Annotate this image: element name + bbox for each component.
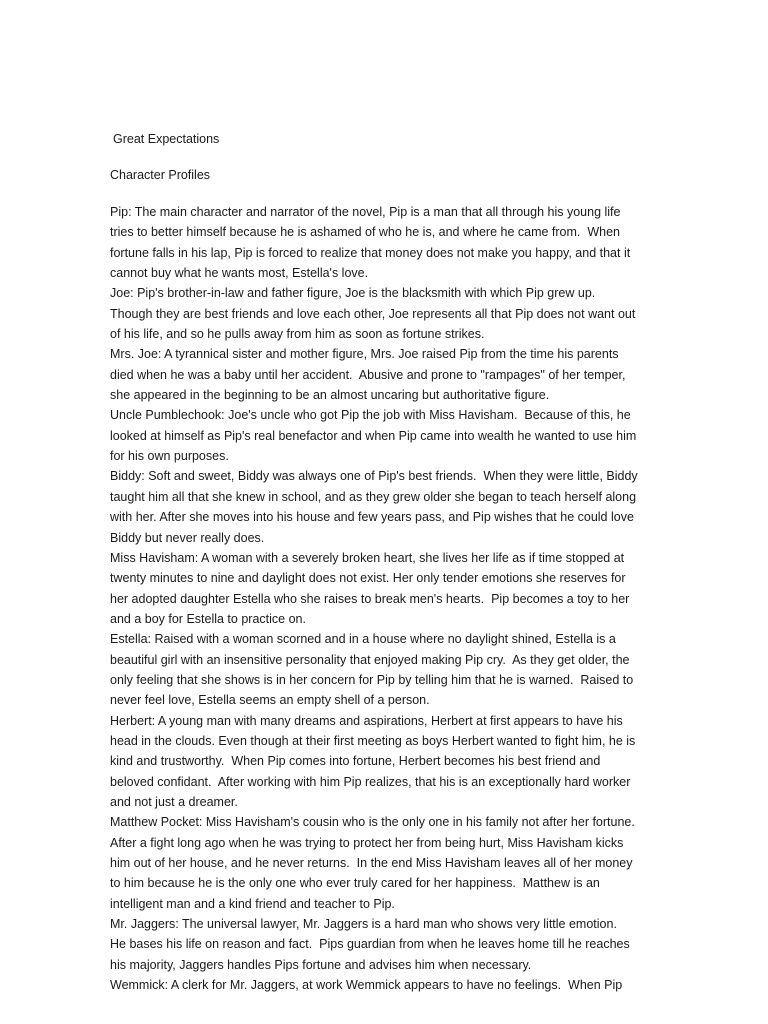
- body-text-line: Matthew Pocket: Miss Havisham's cousin who is the only one in his family not after her fortune.: [110, 815, 635, 830]
- body-text-line: Wemmick: A clerk for Mr. Jaggers, at work Wemmick appears to have no feelings. When Pip: [110, 978, 623, 993]
- body-text-line: Pip: The main character and narrator of the novel, Pip is a man that all through his young life: [110, 205, 621, 219]
- body-text-line: his majority, Jaggers handles Pips fortune and advises him when necessary.: [110, 957, 532, 972]
- body-text-line: beloved confidant. After working with him Pip realizes, that his is an exceptionally hard worker: [110, 774, 631, 789]
- body-text-line: Mr. Jaggers: The universal lawyer, Mr. Jaggers is a hard man who shows very little emotion.: [110, 917, 617, 932]
- body-text-line: twenty minutes to nine and daylight does not exist. Her only tender emotions she reserves for: [110, 571, 626, 586]
- body-text-line: for his own purposes.: [110, 449, 229, 464]
- body-text-line: Mrs. Joe: A tyrannical sister and mother figure, Mrs. Joe raised Pip from the time his parents: [110, 347, 619, 362]
- body-text-line: After a fight long ago when he was trying to protect her from being hurt, Miss Havisham kicks: [110, 835, 624, 850]
- body-text-line: beautiful girl with an insensitive personality that enjoyed making Pip cry. As they get older, the: [110, 652, 630, 667]
- body-text-line: Though they are best friends and love each other, Joe represents all that Pip does not want out: [110, 306, 636, 321]
- body-text-line: Biddy but never really does.: [110, 530, 265, 545]
- body-text-line: kind and trustworthy. When Pip comes into fortune, Herbert becomes his best friend and: [110, 754, 601, 769]
- body-text-line: head in the clouds. Even though at their first meeting as boys Herbert wanted to fight him, he is: [110, 733, 636, 748]
- document-title: Great Expectations: [113, 132, 220, 146]
- body-text-line: her adopted daughter Estella who she raises to break men's hearts. Pip becomes a toy to her: [110, 591, 630, 606]
- body-text-line: taught him all that she knew in school, and as they grew older she began to teach herself along: [110, 489, 637, 504]
- body-text-line: Miss Havisham: A woman with a severely broken heart, she lives her life as if time stopped at: [110, 550, 625, 565]
- body-text-line: never feel love, Estella seems an empty shell of a person.: [110, 693, 430, 708]
- body-text-line: died when he was a baby until her accident. Abusive and prone to "rampages" of her temper,: [110, 367, 626, 382]
- body-text-line: to him because he is the only one who ever truly cared for her happiness. Matthew is an: [110, 876, 600, 891]
- body-text-line: Estella: Raised with a woman scorned and in a house where no daylight shined, Estella is a: [110, 632, 616, 647]
- body-text-line: of his life, and so he pulls away from him as soon as fortune strikes.: [110, 327, 485, 342]
- body-text-line: He bases his life on reason and fact. Pips guardian from when he leaves home till he reaches: [110, 937, 630, 952]
- body-text-line: cannot buy what he wants most, Estella's love.: [110, 266, 369, 281]
- body-text-line: and a boy for Estella to practice on.: [110, 611, 306, 626]
- body-text-line: Uncle Pumblechook: Joe's uncle who got Pip the job with Miss Havisham. Because of this, he: [110, 408, 631, 423]
- body-text-line: with her. After she moves into his house and few years pass, and Pip wishes that he could love: [110, 510, 634, 525]
- body-text-line: Biddy: Soft and sweet, Biddy was always one of Pip's best friends. When they were little, Biddy: [110, 469, 638, 484]
- body-text-line: she appeared in the beginning to be an almost uncaring but authoritative figure.: [110, 388, 550, 403]
- body-text-line: looked at himself as Pip's real benefactor and when Pip came into wealth he wanted to use him: [110, 428, 637, 443]
- body-text-line: Herbert: A young man with many dreams and aspirations, Herbert at first appears to have his: [110, 713, 623, 728]
- body-text-line: Joe: Pip's brother-in-law and father figure, Joe is the blacksmith with which Pip grew up.: [110, 286, 596, 301]
- body-text-line: only feeling that she shows is in her concern for Pip by telling him that he is warned. Raised to: [110, 672, 634, 687]
- body-text-line: tries to better himself because he is ashamed of who he is, and where he came from. When: [110, 225, 620, 240]
- body-text-line: him out of her house, and he never returns. In the end Miss Havisham leaves all of her money: [110, 856, 633, 870]
- document-subtitle: Character Profiles: [110, 168, 211, 182]
- body-text-line: and not just a dreamer.: [110, 794, 238, 809]
- document-body: [110, 202, 670, 995]
- body-text-line: intelligent man and a kind friend and teacher to Pip.: [110, 896, 395, 911]
- body-text-line: fortune falls in his lap, Pip is forced to realize that money does not make you happy, and that it: [110, 245, 631, 260]
